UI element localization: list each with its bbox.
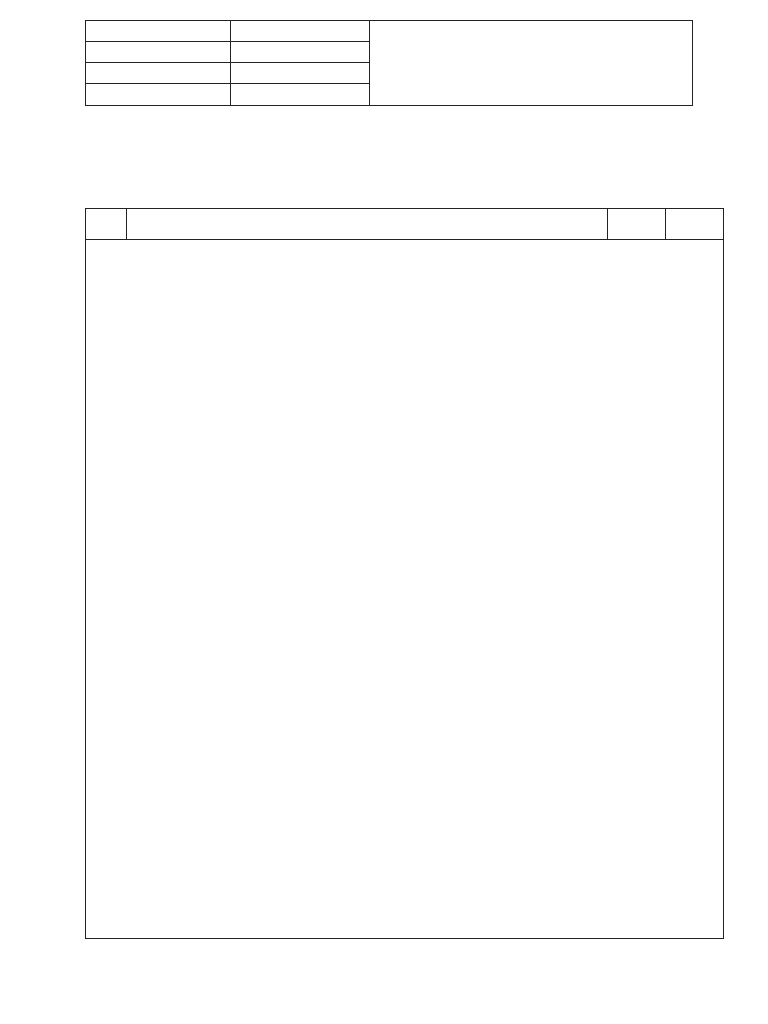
table-header-row: [86, 209, 723, 240]
revision-label: [86, 42, 231, 63]
revision-date-label: [86, 84, 231, 106]
revision-date-value: [231, 84, 370, 106]
header-no: [86, 209, 127, 239]
reference-label: [86, 21, 231, 42]
document-reference-block: [85, 20, 693, 106]
audit-checklist-table: [85, 208, 724, 939]
header-no-col: [666, 209, 723, 239]
effective-date-value: [231, 63, 370, 84]
effective-date-label: [86, 63, 231, 84]
revision-value: [231, 42, 370, 63]
header-yes: [608, 209, 666, 239]
reference-value: [231, 21, 370, 42]
header-question: [127, 209, 608, 239]
